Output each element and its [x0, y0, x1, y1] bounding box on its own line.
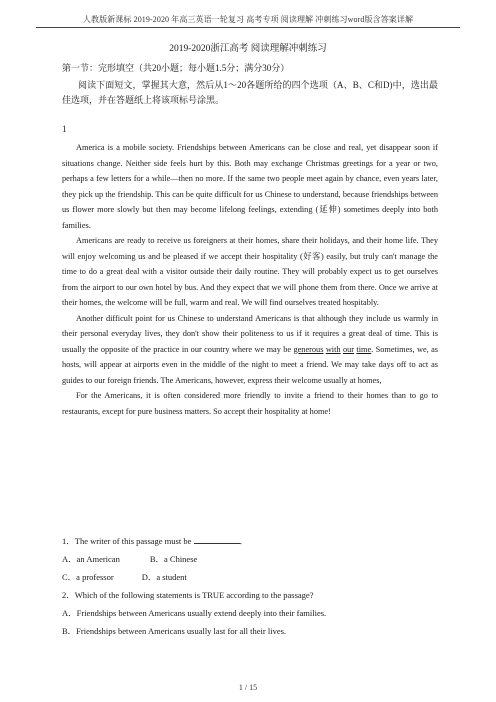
option-a: A．an American [62, 554, 120, 564]
paragraph-3-before: Another difficult point for us Chinese to understand Americans is that although they include us warmly in their personal everyday lives, they don't show their politeness to us if it requires a great deal of time. This is usually the opposite of the practice in our country where we may be [62, 313, 438, 354]
underlined-word: our [342, 344, 355, 354]
instructions: 阅读下面短文，掌握其大意，然后从1～20各题所给的四个选项（A、B、C和D)中，选出最佳选项，并在答题纸上将该项标号涂黑。 [62, 80, 438, 105]
underlined-word: generous [293, 344, 324, 354]
paragraph-1: America is a mobile society. Friendships between Americans can be close and real, yet disappear soon if situations change. Neither side feels hurt by this. Both may exchange Christmas greetings for a year or two, perhaps a few letters for a while—then no more. If the same two people meet again by chance, even years later, they pick up the friendship. This can be quite difficult for us Chinese to understand, because friendships between us flower more slowly but then may become lifelong feelings, extending (延伸) sometimes deeply into both families. [62, 143, 438, 230]
option-b: B．a Chinese [149, 554, 198, 564]
header-rule [36, 27, 460, 28]
question-2-option-b: B．Friendships between Americans usually last for all their lives. [62, 626, 287, 636]
paragraph-3-after: . Sometimes, we, as hosts, will appear at airports even in the middle of the night to meet a friend. We may take days off to act as guides to our foreign friends. The Americans, however, express their welcome usually at homes, [62, 344, 439, 385]
question-1-options-ab [62, 553, 197, 565]
passage-body [62, 140, 438, 419]
document-title: 2019-2020浙江高考 阅读理解冲刺练习 [169, 44, 327, 54]
paragraph-2: Americans are ready to receive us foreigners at their homes, share their holidays, and their home life. They will enjoy welcoming us and be pleased if we accept their hospitality (好客) easily, but truly can't manage the time to do a great deal with a visitor outside their daily routine. They will probably expect us to get ourselves from the airport to our own hotel by bus. And they expect that we will phone them from there. Once we arrive at their homes, the welcome will be full, warm and real. We will find ourselves treated hospitably. [62, 236, 438, 307]
underlined-word: time [356, 344, 372, 354]
question-2-option-a: A．Friendships between Americans usually extend deeply into their families. [62, 608, 327, 618]
underlined-word: with [325, 344, 341, 354]
question-2-stem: 2．Which of the following statements is TRUE according to the passage? [62, 590, 314, 600]
option-c: C．a professor [62, 572, 114, 582]
part-heading: 第一节：完形填空（共20小题；每小题1.5分；满分30分） [62, 63, 290, 73]
page-number: 1 / 15 [238, 683, 258, 692]
paragraph-4: For the Americans, it is often considered more friendly to invite a friend to their homes than to go to restaurants, except for pure business matters. So accept their hospitality at home! [62, 391, 438, 416]
question-1-stem: 1．The writer of this passage must be [62, 536, 192, 546]
question-1-options-cd [62, 571, 187, 583]
answer-blank [194, 536, 240, 544]
running-header: 人教版新课标 2019-2020 年高三英语一轮复习 高考专项 阅读理解 冲刺练习word版含答案详解 [82, 15, 414, 24]
passage-number: 1 [62, 124, 67, 134]
paragraph-3 [62, 311, 438, 389]
question-1: 1．The writer of this passage must be ． [62, 536, 249, 546]
option-d: D．a student [141, 572, 187, 582]
